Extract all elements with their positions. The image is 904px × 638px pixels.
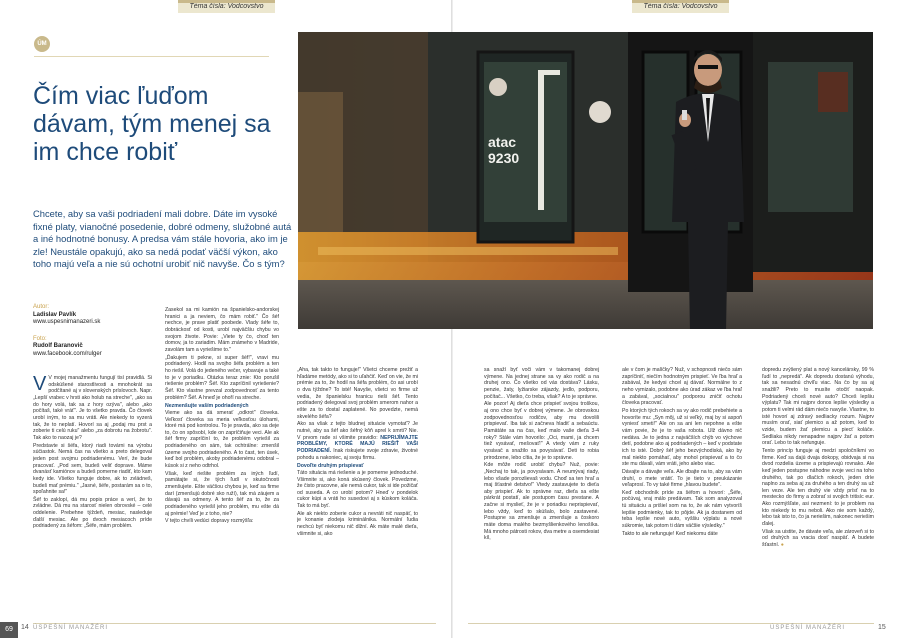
body-paragraph: Po ktorých tých rokoch sa vy ako rodič prebehiete a hovoríte mu: „Syn môj, už si veľký, maj by si aspoň vyniesť smeti!" Ale on sa ani len nepohne a ešte vám povie, že je to vaša robota. Ulž dávno nič nedáva. Je to jedna z najväčších chýb vo výchove detí, podobne ako aj podriadených – keď v podstate ich to isté. Dobrý šéf jeho bezvýchodiská, ako by mal niekto pomáhať, aby mohol prispievať a to čo ste mu dávali, vám vráti, jeho alebo viac. [622,407,742,468]
article-lede: Chcete, aby sa vaši podriadení mali dobre. Dáte im vysoké fixné platy, vianočné posedenie, dobré odmeny, služobné autá a iné hodnotné bonusy. A predsa vám stále hovoria, ako im je zle! Neustále opakujú, ako sa nedá podať väčší výkon, ako toho majú veľa a nie sú ochotní urobiť nič navyše. Čo s tým? [33,208,292,270]
paragraph-text: Ako sa však z tejto bludnej situácie vymotať? Je nutné, aby sa šéf ako šéfný kôň aprel k smrti? Nie. V prvom rade si všimite pravidlo: [297,421,418,441]
body-column-5 [622,367,742,619]
body-paragraph: Keď obchodník príde za šéfom a hovorí: „Šéfe, počúvaj, vraj málo predávam. Tak som analyzoval tú situáciu a prišiel som na to, že ak nám vytvoríš lepšie podmienky, tak to pôjde. Ak ja dostanem od teba lepšie nové auto, vyššiu výplatu a nové súkromie, tak potom ti dám väčšie výsledky." [622,489,742,530]
body-paragraph: Táto situácia má riešenie a je pomerne jednoduché. Všimnite si, ako koná skúsený človek. Povedzme, že čisto pracovne, ale nemá cukor, tak si ide požičať od suseda. A co urobí potom? Hneď v pondelok cukor kúpi a vráti ho susedovi aj s kúskom koláča. Tak to má byť. [297,469,418,510]
page-number-right: 15 [878,624,886,631]
body-paragraph: Takto to ale nefunguje! Keď niekomu dáte [622,530,718,537]
credits-block [33,304,151,359]
footer-rule-right [468,623,874,624]
article-photo [298,32,873,329]
body-paragraph: Ale pozor! Aj dieťa chce prispieť svojou troškou, aj ono chce byť v dobrej výmene. Je obrovskou zodpovednosťou rodičov, aby mu dovolili prispievať. Iba tak si začneva hladiť a sebaúctu. Pamätáte sa na čas, keď malo vaše dieťa 3-4 roky? Stále vám hovorilo: „Oci, mami, ja chcem tiež vysávať, mešovať!" A vtedy vám z ruky vysávač a snažilo sa povysávať. Deti to robia prirodzene, lebo cítia, že je to správne. [484,401,599,461]
body-column-6 [762,367,874,619]
theme-tag-text: Téma čísla: Vodcovstvo [189,3,264,10]
author-role-label: Autor: [33,304,50,310]
paragraph-text: Však sa uistite, že dávate veľa, ale zároveň si to od druhých sa vracia dosť naspäť. A budete šťastní. [762,528,874,549]
body-paragraph: Kde môže rodič urobiť chybu? Nuž, povie: „Nechaj to tak, ja povysávam. A neumývaj riady, lebo všade porozlievaš vodu. Choď sa ten hraľ a maj šťastné detstvo!" Vtedy zastavujete to dieťa aby prispieť. Ak to správne raz, dieťa sa ešte párkrát postatí, ale postupom času prestane. A začne si myslieť, že je v poriadku neprispievať, lebo vždy, keď to skúšalo, bolo zastavené. Postupne sa zmenšuje a zmenšuje a čoskoro máte doma malého bezmyšlienkového lenošíka. Má mnoho pátrosti rokov, dva metre a osemdesiat kíl, [484,462,599,542]
body-paragraph: Tento princíp funguje aj medzi spoločníkmi vo firme. Keď sa dajú dvaja dokopy, obidvaja si na dvod rozdelia územe a prispievajú rovnako. Ale keď jeden postupne náhodne svoje veci na toho druhého, tak po dlačích rokoch, jeden dríe naplno za seba aj za druhého a ten druhý sa už len veze. Ale ten druhý vie vždy prísť na to mestecko do firmy a zobrať si svojich tritisíc eur. Ako rozmýšľate, asi nezmení: to je problem na kto niekedy to mu neboli. Ako nie som každý, lebo tak isto to, čo ja neriešim, nakonec neriešim ďalej. [762,447,874,528]
body-paragraph: Zasekol sa mi kamión na španielsko-andorskej hranici a ja neviem, čo mám robiť." Čo šéf nechce, je prave platiť poobede. Vlady šéfe to, dobráckosť od kosti, urobí najväčšiu chybu vo svojom živote. Povie: „Viete ty čo, choď ten domov, ja to zariadim. Mám známeho v Madride, zavolám tam a vyriešime to." [165,307,279,353]
page-number-left: 14 [21,624,29,631]
emphasis-rule: NEPRIJÍMAJTE PROBLÉMY, KTORÉ MAJÚ RIEŠIŤ VAŠI PODRIADENÍ. [297,434,418,454]
body-paragraph: sa snaží byť voči vám v takomanej dobrej výmene. Na jednej strane sa vy ako rodič a na druhej ono. Čo všetko od vás dostáva? Lásku, penzie, žaty, lyžiarske zájazdy, jedlo, podporu, počítač... Všetko, čo treba, však? A to je správne. [484,367,599,400]
header-rule [34,56,269,57]
footer-rule-left [33,623,436,624]
body-paragraph: Dávajte a dávajte veľa. Ale dbajte na to, aby sa vám druhí, o mete vrátiť. To je tieto v preukázanie veľaprosí. To vy také firme „hlavou budete". [622,468,742,489]
photographer-name: Rudolf Baranovič [33,343,83,350]
body-paragraph: V tejto chvíli vedúci dopravy rozmýšľa: [165,518,254,525]
theme-tag-right [632,0,729,13]
paragraph-text: Inak riskujete svoje zdravie, životné pohodu a nakoniec, aj svoju firmu. [297,447,418,461]
body-paragraph: Šéf to zaklopí, dá mu popis práce a verí, že to zvládne. Dá mu na starosť nielen obrovské – celé oddelenie. Prebehne týždeň, mesiac, nasleduje ďalší mesiac. Ale po dvoch mesiacoch príde podriadený za šéfom: „Šéfe, mám problém. [33,496,152,530]
body-paragraph: „Aha, tak takto to funguje!" Všetci chceme prežiť a hľadáme metódy, ako si to uľahčiť. Keď on vie, že mi prémie za to, že hodil na šéfa problém, čo asi urobí o dva týždne? To isté! Navyše, všetci vo firme už vedia, že španielsku hranicu rieši šéf. Tento podriadený delegoval svoj problém smerom nahor a ešte za to dostal zaplatené. No povedzte, nemá skvelého šéfa? [297,367,418,420]
body-column-1 [33,375,152,619]
theme-tag-text: Téma čísla: Vodcovstvo [643,3,718,10]
paragraph-text: V mojej manažmentu fungují tisí pravidlá. Si odskúšené starostlivosti a mnohokrát sa podčítané aj v slovenských príslovoch. Napr. „Lepší vrabec v hrsti ako holub na streche", „ako sa do hory volá, tak sa z hory ozýva", alebo „ako počítaš, také vráť". Je to všetko pravda. Čo človek urobí iným, to sa mu vráti. Ale niekedy to vyzerá tak, že to neplatí. Hovorí sa aj „podaj mu prst a zoberie ti celú ruku" alebo „za dobrotu na žobrotu". Tak ako to naozaj je? [33,375,152,441]
body-paragraph: Ale ak niekto zoberie cukor a nevráti nič naspäť, to je konanie zlodeja kriminálnika. Normální ľudia nechcú byť niekomu nič dlžní. Ak máte malé dieťa, všimnite si, ako [297,510,418,537]
subheading: Dovoľte druhým prispievať [297,463,364,470]
magazine-name-left: ÚSPEŠNÍ MANAŽÉRI [33,625,109,631]
body-paragraph: ale v čom je malíčky? Nuž, v schopnosti niečo sám zapríčiniť, niečím hodnotným prispieť. Ve ľba hraľ a zabával, že kedysi chcel aj dávať. Normálne to z neho vymizalo, podobne ako úrad zákaz ve ľba hraľ a zabával, „socialnou" podporou zničiť ochotu človeka pracovať. [622,367,742,407]
theme-tag-bar [178,0,275,3]
magazine-name-right: ÚSPEŠNÍ MANAŽÉRI [770,625,846,631]
body-paragraph [297,421,418,461]
author-url[interactable]: www.uspesnimanazeri.sk [33,319,101,326]
article-headline: Čím viac ľuďom dávam, tým menej sa im chce robiť [33,82,271,166]
photographer-url[interactable]: www.facebook.com/rulger [33,350,102,357]
photo-role-label: Foto: [33,335,47,342]
body-column-2 [165,307,279,619]
body-paragraph: „Ďakujem ti pekne, si super šéf!", vravi mu podriadený. Hodil na svojho šéfa problém a ten ho riešil. Volá do jedeného večer, vybavuje a také to je v poriadku. Otázka teraz znie: Kto porušil riešenie problém? Šéf. Kto zapríčinil vyriešenie? Šéf. Kto vlastne prevzal zodpovednosť za tento problém? Šéf. A hneď je ohoří na streche. [165,354,279,401]
theme-tag-bar [632,0,729,3]
body-paragraph [33,375,152,442]
subheading: Nezmenšujte vaším podriadených [165,403,249,410]
body-paragraph: Však, keď riešite problém za iných ľudí, pamätajte si, že tých ľudí v skutočnosti zmenšujete. Ešte väčšou chybou je, keď sa firme darí (zmenšujú dobré sko ruží), tak má záujem a dávajú sa odmeny. A tento šéf za to, že za podriadeného vyriešil jeho problém, mu ešte dá aj prémie! Veď je z toho, nie? [165,470,279,517]
drop-cap: V [33,375,47,395]
body-column-3 [297,367,418,619]
body-paragraph: Predstavte si šéfa, ktorý riadi továrni na výrobu súčiastok. Nemá čas na všetko a preto delegoval jeden post svojmu podriadenému. Verí, že bude pracovať. „Pod sem, budeš veliť doprave. Máme dvanásť kamiónov a budeš pomerne riadiť, kto kam kedy ide. Všetko funguje dobre, ak to zvládneš, budeš mať prémiu." „Jasné, šéfe, postarám sa o to, spoľahnite sa!" [33,442,152,496]
theme-tag-left [178,0,275,13]
end-mark-icon: ● [780,542,784,549]
body-column-4 [484,367,599,619]
um-logo-badge: ÚM [34,36,50,52]
body-paragraph: Vieme ako sa dá smerať „odkrot" človeka. Veľkosť človeka sa meria veľkosťou úlohami, ktoré má pod kontrolou. To je pravda, ako sa deje to, čo on spôsobí, kde on zapríčiňuje veci. Ale ak šéf firmy zapríčiní to, že problém vyriešil za podriadeného on sám, tak ochtrálne: zmenšil územe svojho podriadeného. A to čast, ten úsek, keď bol problém, akoby podriadenému odobral – kúsok si z neho odtrhol. [165,409,279,470]
body-paragraph [762,529,874,549]
author-name: Ladislav Pavlík [33,311,77,318]
bus-sign-text: atac 9230 [488,134,520,166]
body-paragraph: dopredu zvýšený plat a nový kancelársky, 99 % ľudí to „nepredá". Ak dopredu dostanú výhodu, tak sa nesadnú chvíľu viac. Na čo by sa aj snažili? Preto to musíte otočiť naopak. Podriadený chceš nové auto? Chceš lepšiu výplatu? Tak mi najprv donos lepšie výsledky a potom ti velmi rád dám niečo navyše. Vlastne, to isté hovorí aj zdravý sedliacky rozum. Najprv musím orať, siať plemico a až potom, keď to vzide, budem žať plemicu a piecť koláče. Sedliaka nikdy nenapadne najprv žať a potom orať. Lebo to tak nefunguje. [762,367,874,447]
corner-watermark: 69 [0,622,18,638]
